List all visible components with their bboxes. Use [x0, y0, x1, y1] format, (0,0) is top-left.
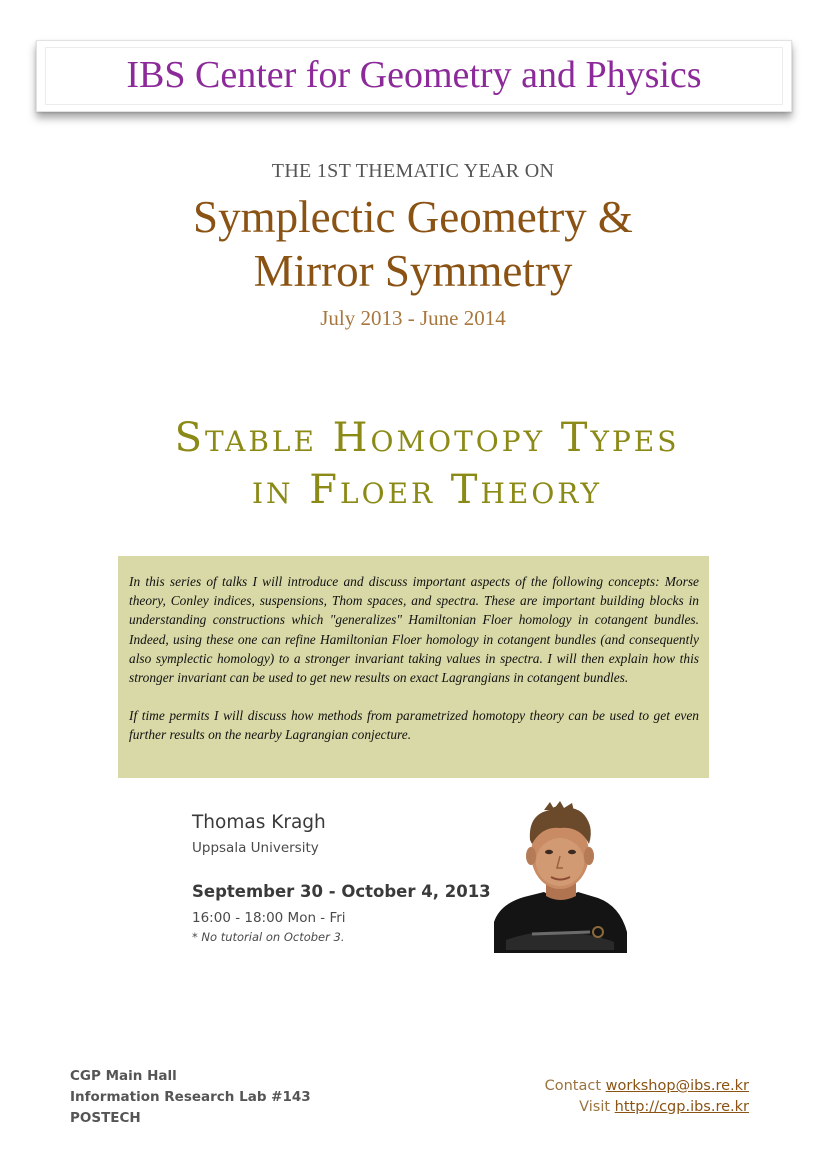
theme-title-line1: Symplectic Geometry &: [193, 192, 633, 242]
abstract-paragraph-1: In this series of talks I will introduce and discuss important aspects of the following concepts: Morse theory, Conley indices, suspensions, Thom spaces, and spectra. These are important building blocks in understanding constructions which "generalizes" Hamiltonian Floer homology in cotangent bundles. Indeed, using these one can refine Hamiltonian Floer homology in cotangent bundles (and consequently also symplectic homology) to a stronger invariant taking values in spectra. I will then explain how this stronger invariant can be used to get new results on exact Lagrangians in cotangent bundles.: [129, 574, 699, 686]
talk-title: [0, 412, 826, 516]
theme-dates: July 2013 - June 2014: [320, 306, 506, 330]
center-title: IBS Center for Geometry and Physics: [126, 54, 702, 96]
abstract-paragraph-2: If time permits I will discuss how methods from parametrized homotopy theory can be used to get even further results on the nearby Lagrangian conjecture.: [129, 708, 699, 743]
theme-title: [0, 190, 826, 298]
contact-label: Contact: [544, 1078, 602, 1094]
contact-block: [545, 1076, 749, 1118]
event-dates: September 30 - October 4, 2013: [192, 882, 491, 901]
speaker-photo: [494, 800, 627, 953]
theme-title-line2: Mirror Symmetry: [253, 246, 573, 296]
thematic-year-intro: THE 1ST THEMATIC YEAR ON: [271, 160, 555, 182]
venue-institution: POSTECH: [70, 1110, 141, 1126]
event-time: 16:00 - 18:00 Mon - Fri: [192, 910, 346, 926]
venue-hall: CGP Main Hall: [70, 1068, 177, 1084]
website-link[interactable]: http://cgp.ibs.re.kr: [614, 1099, 749, 1115]
abstract-box: [118, 556, 709, 778]
visit-label: Visit: [579, 1099, 611, 1115]
contact-email-row: [545, 1076, 749, 1097]
contact-email-link[interactable]: workshop@ibs.re.kr: [605, 1078, 749, 1094]
header-banner: [36, 40, 792, 112]
speaker-name: Thomas Kragh: [192, 812, 326, 833]
event-note: * No tutorial on October 3.: [192, 930, 345, 944]
speaker-affiliation: Uppsala University: [192, 840, 319, 856]
venue-block: [70, 1066, 311, 1129]
talk-title-line1: Stable Homotopy Types: [174, 415, 680, 461]
talk-title-line2: in Floer Theory: [251, 467, 602, 513]
speaker-portrait-illustration: [494, 800, 627, 953]
contact-url-row: [545, 1097, 749, 1118]
venue-room: Information Research Lab #143: [70, 1089, 311, 1105]
